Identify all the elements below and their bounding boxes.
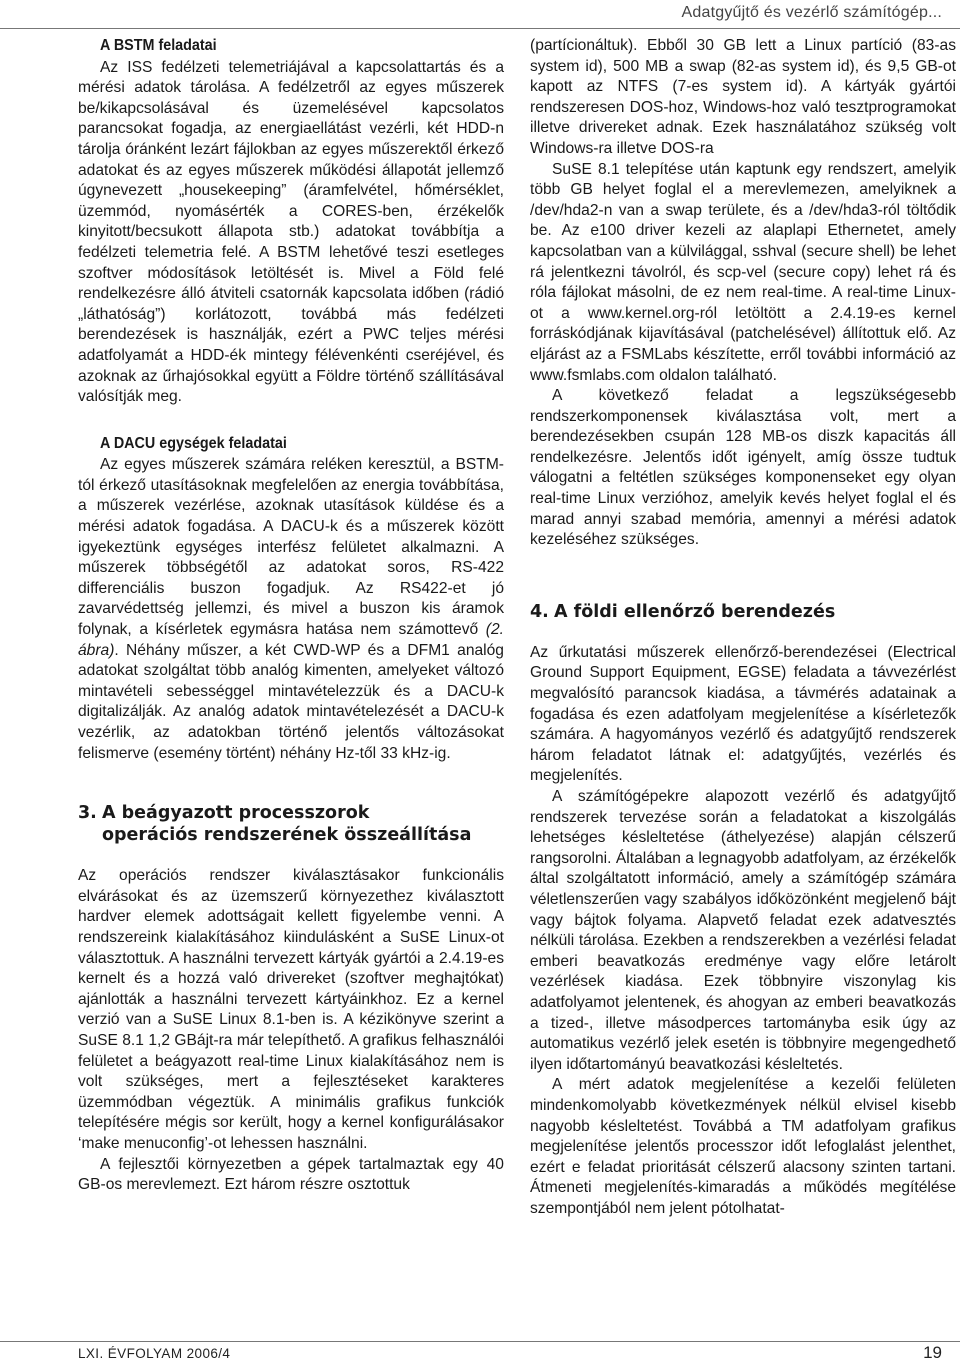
section-4-number: 4. (530, 601, 549, 622)
section-4-title-text: A földi ellenőrző berendezés (554, 601, 836, 622)
dacu-heading: A DACU egységek feladatai (100, 434, 287, 452)
section-4-title (530, 601, 956, 623)
section-4-paragraph-3: A mért adatok megjelenítése a kezelői felületen mindenkomolyabb következmények nélkül elvisel kisebb nagyobb késleltetést. Továbbá a TM adatfolyam grafikus megjelenítése jelentős processzor időt lefoglalást jelenthet, ezért e feladat prioritását célszerű alacsony szinten tartani. Átmeneti megjelenítés-kimaradás a működés megítélése szempontjából nem jelent pótolhatat- (530, 1076, 956, 1217)
section-3-title (78, 802, 504, 846)
dacu-text-part1: Az egyes műszerek számára reléken keresztül, a BSTM-tól érkező utasításoknak megfelelően az energia továbbítása, a műszerek vezérlése, azoknak utasítások küldése és a mérési adatok fogadása. A DACU-k és a műszerek között igyekeztünk egységes interfész felületet alkalmazni. A műszerek többségétől az adatokat soros, RS-422 differenciális buszon fogadjuk. Az RS422-et jó zavarvédettség jellemzi, és mivel a buszon kis áramok folynak, a kísérletek egymásra hatása nem számottevő (78, 456, 504, 639)
right-paragraph-1: (partícionáltuk). Ebből 30 GB lett a Linux partíció (83-as system id), 500 MB a swap (82-as system id), és 9,5 GB-ot kapott az NTFS (7-es system id). A kártyák gyártói rendszeresen DOS-hoz, Windows-hoz való tesztprogramokat illetve drivereket adnak. Ezek használatához szükség volt Windows-ra illetve DOS-ra (530, 37, 956, 157)
section-4-paragraph-2: A számítógépekre alapozott vezérlő és adatgyűjtő rendszerek tervezése során a feladatokat a kiszolgálás lehetséges késleltetése (áthelyezése) alapján célszerű rangsorolni. Általában a legnagyobb adatfolyam, az érzékelők által szolgáltatott információ, amely a számítógép számára véletlenszerűen vagy szabályos időközönként megjelenő bájt vagy bájtok folyama. Alapvető feladat ezek adatvesztés nélküli tárolása. Ezekben a rendszerekben a vezérlési feladat emberi beavatkozás eredménye vagy előre letárolt vezérlések kiadása. Ezek többnyire viszonylag kis adatfolyamot jelentenek, és ahogyan az emberi beavatkozás a tized-, illetve másodperces tartományba esik úgy az automatikus vezérlő jelek esetén is többnyire megengedhető ilyen időtartományú beavatkozási késleltetés. (530, 788, 956, 1073)
header-rule (0, 28, 960, 29)
page-number: 19 (923, 1343, 942, 1362)
dacu-paragraph (78, 455, 504, 764)
bstm-paragraph: Az ISS fedélzeti telemetriájával a kapcsolattartás és a mérési adatok tárolása. A fedélzetről az egyes műszerek be/kikapcsolásával és üzemelésével kapcsolatos parancsokat fogadja, az energiaellátást vezérli, két HDD-n tárolja óránként lezárt fájlokban az egyes műszerektől érkező adatokat és az egyes műszerek működési állapotát jellemző úgynevezett „housekeeping” (áramfelvétel, hőmérséklet, üzemmód, nyomásérték a CORES-ben, érzékelők kinyitott/becsukott állapota stb.) adatokat továbbítja a fedélzeti telemetria felé. A BSTM lehetővé teszi esetleges szoftver módosítások letöltését is. Mivel a Föld felé rendelkezésre álló átviteli csatornák kapcsolata időben (rádió „láthatóság”) korlátozott, továbbá más fedélzeti berendezések is használják, ezért a PWC teljes mérési adatfolyamát a HDD-ék mintegy félévenkénti cseréjével, és azoknak az űrhajósokkal együtt a Földre történő szállításával valósítják meg. (78, 58, 504, 406)
section-3-title-line1: A beágyazott processzorok (102, 803, 370, 824)
right-paragraph-3: A következő feladat a legszükségesebb rendszerkomponensek kiválasztása volt, mert a berendezésekben csupán 128 MB-os diszk kapacitás áll rendelkezésre. Jelentős időt igényelt, amíg össze tudtuk válogatni a feltétlen szükséges komponenseket egy olyan real-time Linux verzióhoz, amelyik kevés helyet foglal el és marad annyi szabad memória, amennyi a mérési adatok kezeléséhez szükséges. (530, 387, 956, 549)
right-paragraph-2: SuSE 8.1 telepítése után kaptunk egy rendszert, amelyik több GB helyet foglal el a merevlemezen, amelyiknek a /dev/hda2-n van a swap területe, és a /dev/hda3-ról töltődik be. Az e100 driver kezeli az alaplapi Ethernetet, amely kapcsolatban van a külvilággal, sshval (secure shell) be lehet rá jelentkezni távolról, és scp-vel (secure copy) lehet rá és róla fájlokat másolni, de ez nem real-time. A real-time Linux-ot a www.kernel.org-ról letöltött a 2.4.19-es kernel forráskódjának kijavításával (patchelésével) állítottuk elő. Az eljárást az a FSMLabs készítette, erről további információ az www.fsmlabs.com oldalon található. (530, 160, 956, 384)
footer-rule (0, 1341, 960, 1342)
section-3-title-line2: operációs rendszerének összeállítása (102, 825, 472, 846)
section-3-paragraph-1: Az operációs rendszer kiválasztásakor funkcionális elvárásokat és az üzemszerű környezethez kiválasztott hardver elemek adottságait kellett figyelembe venni. A rendszereink kialakításához kiindulásként a SuSE Linux-ot választottuk. A használni tervezett kártyák gyártói a 2.4.19-es kernelt és a hozzá való drivereket (szoftver meghajtókat) ajánlották a használni tervezett kártyáinkhoz. Ez a kernel verzió van a SuSE Linux 8.1-ben is. A kézikönyve szerint a SuSE 8.1 1,2 GBájt-ra már telepíthető. A grafikus felhasználói felületet a beágyazott real-time Linux kialakításához nem is volt szükséges, mert a fejlesztéseket karakteres üzemmódban végeztük. A minimális grafikus funkciók telepítésére mégis sor került, hogy a kernel konfigurálásakor ‘make menuconfig’-ot lehessen használni. (78, 867, 504, 1152)
section-3-number: 3. (78, 803, 97, 824)
journal-volume: LXI. ÉVFOLYAM 2006/4 (78, 1346, 231, 1361)
running-title: Adatgyűjtő és vezérlő számítógép... (681, 4, 942, 21)
section-3-paragraph-2: A fejlesztői környezetben a gépek tartalmaztak egy 40 GB-os merevlemezt. Ezt három részre osztottuk (78, 1155, 504, 1194)
section-4-paragraph-1: Az űrkutatási műszerek ellenőrző-berendezései (Electrical Ground Support Equipment, EGSE) feladata a távvezérlést megvalósító parancsok kiadása, a távmérés adatainak a fogadása és ezen adatfolyam megjelenítése a kísérletezők számára. A hagyományos vezérlő és adatgyűjtő rendszerek három feladatot látnak el: adatgyűjtés, vezérlés és megjelenítés. (530, 643, 956, 785)
bstm-heading: A BSTM feladatai (100, 37, 217, 54)
right-column (530, 36, 956, 1219)
left-column (78, 36, 504, 1196)
dacu-text-part2: . Néhány műszer, a két CWD-WP és a DFM1 analóg adatokat szolgáltat több analóg kimenten, amelyeket változó mintavételi sebességgel mintavételezzük és a DACU-k digitalizálják. Az analóg adatok mintavételezését a DACU-k vezérlik, az adatokban történő jelentős változásokat felismerve (esemény történt) néhány Hz-től 33 kHz-ig. (78, 641, 504, 762)
figure-reference: (2. ábra) (78, 621, 504, 659)
